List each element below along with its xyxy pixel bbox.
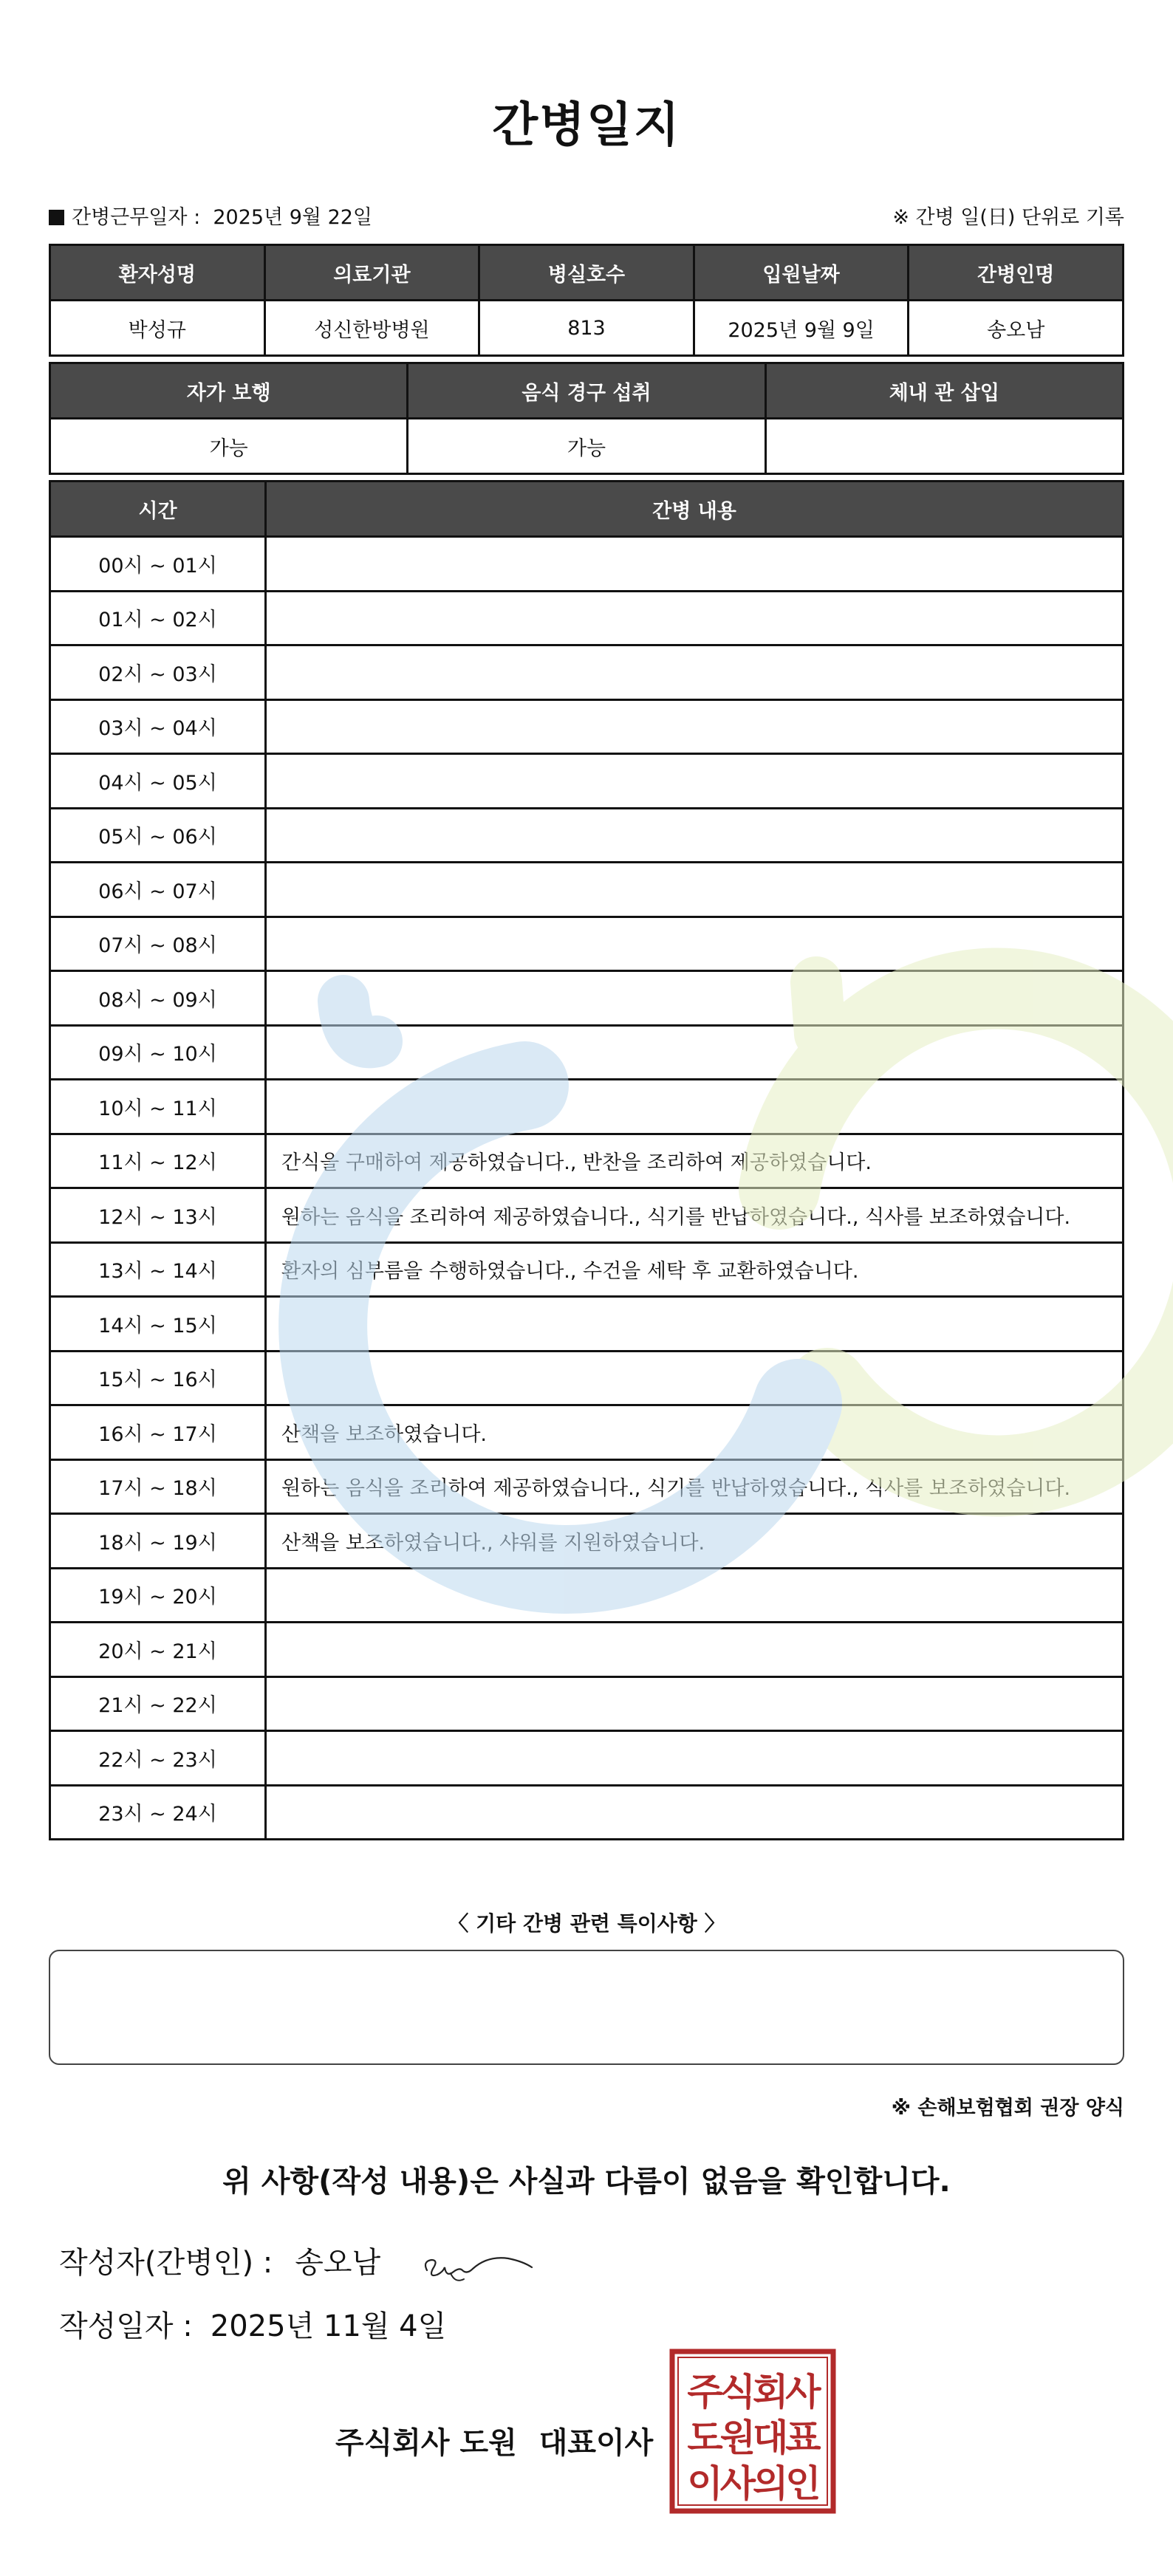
time-cell: 07시 ~ 08시 [50,917,266,971]
hospital-name: 성신한방병원 [264,301,479,356]
time-cell: 15시 ~ 16시 [50,1351,266,1405]
content-cell [266,1297,1124,1352]
time-cell: 20시 ~ 21시 [50,1623,266,1677]
content-cell [266,1623,1124,1677]
table-row [50,971,1124,1026]
time-cell: 11시 ~ 12시 [50,1134,266,1188]
company-line [335,2419,653,2462]
table-row [50,1623,1124,1677]
content-cell [266,591,1124,645]
time-cell: 00시 ~ 01시 [50,537,266,592]
seal-line-3: 이사의인 [687,2462,818,2505]
content-cell [266,1025,1124,1080]
tube-insertion-status [765,419,1123,474]
notes-section-title: 〈 기타 간병 관련 특이사항 〉 [448,1911,725,1936]
table-row [50,1025,1124,1080]
content-cell [266,1731,1124,1786]
page-title: 간병일지 [492,98,681,153]
content-cell [266,971,1124,1026]
caregiver-name: 송오남 [909,301,1124,356]
writer-line [59,2239,380,2281]
table-row [50,1676,1124,1731]
table-row [50,1134,1124,1188]
care-log-table [49,480,1124,1840]
unit-note: ※ 간병 일(日) 단위로 기록 [892,206,1124,229]
admission-date: 2025년 9월 9일 [694,301,909,356]
time-cell: 03시 ~ 04시 [50,699,266,754]
table-row [50,754,1124,809]
company-seal-stamp [669,2349,836,2514]
oral-intake-status: 가능 [408,419,765,474]
content-cell [266,699,1124,754]
table-row [50,537,1124,592]
work-date-value: 2025년 9월 22일 [213,206,373,229]
content-cell: 산책을 보조하였습니다. [266,1405,1124,1460]
patient-status-table [49,362,1124,475]
header-tube-insertion: 체내 관 삽입 [765,363,1123,419]
table-row [50,645,1124,700]
patient-info-table [49,244,1124,357]
seal-line-2: 도원대표 [687,2416,818,2459]
time-cell: 05시 ~ 06시 [50,808,266,863]
content-cell [266,808,1124,863]
square-bullet-icon [49,210,64,225]
time-cell: 14시 ~ 15시 [50,1297,266,1352]
header-caregiver-name: 간병인명 [909,245,1124,301]
time-cell: 04시 ~ 05시 [50,754,266,809]
time-cell: 01시 ~ 02시 [50,591,266,645]
time-cell: 19시 ~ 20시 [50,1568,266,1623]
time-cell: 08시 ~ 09시 [50,971,266,1026]
time-cell: 10시 ~ 11시 [50,1080,266,1134]
recommend-note: ※ 손해보험협회 권장 양식 [891,2097,1124,2120]
table-row [50,1785,1124,1840]
content-cell: 간식을 구매하여 제공하였습니다., 반찬을 조리하여 제공하였습니다. [266,1134,1124,1188]
table-row [50,1297,1124,1352]
table-row [50,1405,1124,1460]
time-cell: 16시 ~ 17시 [50,1405,266,1460]
time-cell: 23시 ~ 24시 [50,1785,266,1840]
time-cell: 09시 ~ 10시 [50,1025,266,1080]
time-cell: 18시 ~ 19시 [50,1514,266,1569]
table-row [50,917,1124,971]
room-number: 813 [479,301,694,356]
content-cell [266,754,1124,809]
table-row [50,1459,1124,1514]
time-cell: 02시 ~ 03시 [50,645,266,700]
work-date-label: 간병근무일자 : [72,206,201,229]
time-cell: 12시 ~ 13시 [50,1188,266,1243]
time-cell: 06시 ~ 07시 [50,863,266,917]
company-name: 주식회사 도원 [335,2426,517,2460]
content-cell: 환자의 심부름을 수행하였습니다., 수건을 세탁 후 교환하였습니다. [266,1242,1124,1297]
content-cell [266,1351,1124,1405]
content-cell [266,1785,1124,1840]
table-row [50,1731,1124,1786]
header-admission-date: 입원날짜 [694,245,909,301]
seal-line-1: 주식회사 [687,2371,818,2414]
time-cell: 17시 ~ 18시 [50,1459,266,1514]
time-cell: 22시 ~ 23시 [50,1731,266,1786]
header-hospital: 의료기관 [264,245,479,301]
content-cell: 원하는 음식을 조리하여 제공하였습니다., 식기를 반납하였습니다., 식사를 보조하였습니다. [266,1188,1124,1243]
table-row [50,1242,1124,1297]
content-cell: 산책을 보조하였습니다., 샤워를 지원하였습니다. [266,1514,1124,1569]
content-cell [266,537,1124,592]
table-row [50,1568,1124,1623]
header-oral-intake: 음식 경구 섭취 [408,363,765,419]
time-cell: 13시 ~ 14시 [50,1242,266,1297]
content-cell: 원하는 음식을 조리하여 제공하였습니다., 식기를 반납하였습니다., 식사를 보조하였습니다. [266,1459,1124,1514]
table-row [50,699,1124,754]
content-cell [266,917,1124,971]
company-representative: 대표이사 [538,2426,654,2460]
written-date-value: 2025년 11월 4일 [210,2309,447,2343]
confirmation-statement: 위 사항(작성 내용)은 사실과 다름이 없음을 확인합니다. [222,2165,951,2199]
header-time: 시간 [50,482,266,537]
writer-label: 작성자(간병인) : [59,2246,273,2280]
header-care-content: 간병 내용 [266,482,1124,537]
walking-status: 가능 [50,419,408,474]
table-row [50,591,1124,645]
table-row [50,1514,1124,1569]
table-row [50,1351,1124,1405]
written-date-label: 작성일자 : [59,2309,193,2343]
writer-name: 송오남 [295,2246,381,2280]
content-cell [266,1568,1124,1623]
content-cell [266,645,1124,700]
table-row [50,863,1124,917]
table-row [50,1188,1124,1243]
patient-name: 박성규 [50,301,265,356]
time-cell: 21시 ~ 22시 [50,1676,266,1731]
content-cell [266,863,1124,917]
signature [421,2245,539,2289]
table-row [50,808,1124,863]
content-cell [266,1080,1124,1134]
work-date-line [49,201,372,230]
notes-box [49,1950,1124,2065]
written-date-line [59,2303,446,2345]
header-walking: 자가 보행 [50,363,408,419]
table-row [50,1080,1124,1134]
content-cell [266,1676,1124,1731]
header-patient-name: 환자성명 [50,245,265,301]
header-room: 병실호수 [479,245,694,301]
